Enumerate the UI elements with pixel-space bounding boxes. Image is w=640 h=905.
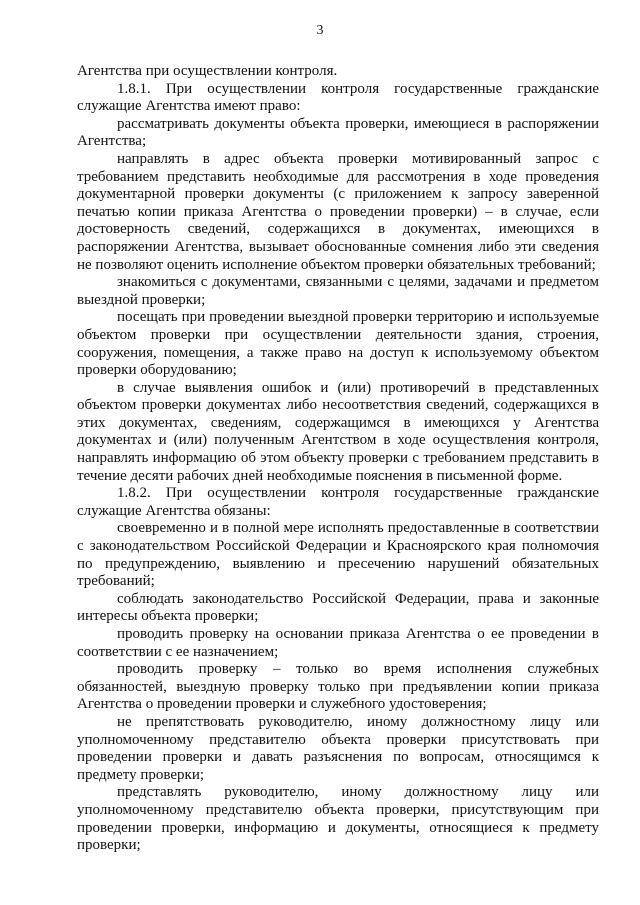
paragraph-right-review-documents: рассматривать документы объекта проверки, имеющиеся в распоряжении Агентства; — [77, 115, 599, 150]
paragraph-clause-1-8-2: 1.8.2. При осуществлении контроля государственные гражданские служащие Агентства обязаны: — [77, 485, 599, 519]
paragraph-right-request-explanations: в случае выявления ошибок и (или) противоречий в представленных объектом проверки документах либо несоответствия сведений, содержащихся в этих документах, сведениям, содержащимся в имеющихся у Агентства документах и (или) полученным Агентством в ходе осуществления контроля, направлять информацию об этом объекту проверки с требованием представить в течение десяти рабочих дней необходимые пояснения в письменной форме. — [77, 379, 599, 484]
page-number: 3 — [316, 23, 324, 38]
paragraph-clause-1-8-1: 1.8.1. При осуществлении контроля государственные гражданские служащие Агентства имеют право: — [77, 80, 599, 115]
paragraph-duty-exercise-powers: своевременно и в полной мере исполнять предоставленные в соответствии с законодательством Российской Федерации и Красноярского края полномочия по предупреждению, выявлению и пресечению нарушений обязательных требований; — [77, 520, 599, 590]
paragraph-duty-inspect-on-duty: проводить проверку – только во время исполнения служебных обязанностей, выездную проверку только при предъявлении копии приказа Агентства о проведении проверки и служебного удостоверения; — [77, 661, 599, 713]
paragraph-right-familiarize: знакомиться с документами, связанными с целями, задачами и предметом выездной проверки; — [77, 274, 599, 308]
paragraph-duty-provide-information: представлять руководителю, иному должностному лицу или уполномоченному представителю объекта проверки, присутствующим при проведении проверки, информацию и документы, относящиеся к предмету проверки; — [77, 784, 599, 854]
paragraph-right-send-request: направлять в адрес объекта проверки мотивированный запрос с требованием представить необходимые для рассмотрения в ходе проведения документарной проверки документы (с приложением к запросу заверенной печатью копии приказа Агентства о проведении проверки) – в случае, если достоверность сведений, содержащихся в документах, имеющихся в распоряжении Агентства, вызывает обоснованные сомнения либо эти сведения не позволяют оценить исполнение объектом проверки обязательных требований; — [77, 150, 599, 273]
paragraph-duty-observe-law: соблюдать законодательство Российской Федерации, права и законные интересы объекта проверки; — [77, 590, 599, 625]
document-body — [77, 63, 599, 855]
paragraph-duty-inspect-by-order: проводить проверку на основании приказа Агентства о ее проведении в соответствии с ее назначением; — [77, 626, 599, 660]
paragraph-right-visit-territory: посещать при проведении выездной проверки территорию и используемые объектом проверки при осуществлении деятельности здания, строения, сооружения, помещения, а также право на доступ к используемому объектом проверки оборудованию; — [77, 309, 599, 379]
paragraph-duty-not-obstruct: не препятствовать руководителю, иному должностному лицу или уполномоченному представителю объекта проверки присутствовать при проведении проверки и давать разъяснения по вопросам, относящимся к предмету проверки; — [77, 713, 599, 783]
paragraph-continuation: Агентства при осуществлении контроля. — [77, 63, 338, 79]
